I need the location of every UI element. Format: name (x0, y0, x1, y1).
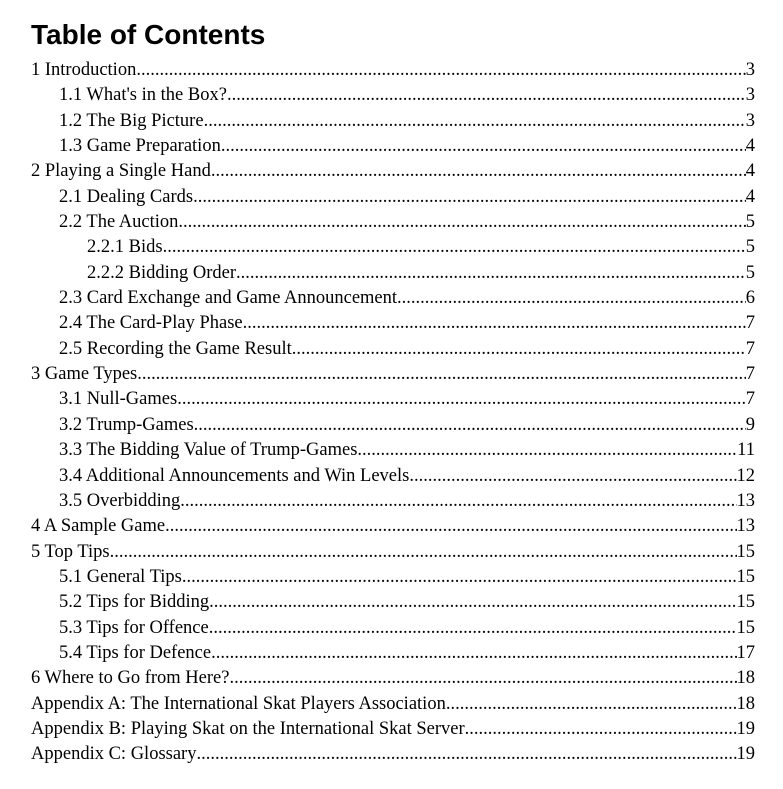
toc-entry-label: 5.2 Tips for Bidding (59, 592, 210, 613)
toc-entry-label: 2.4 The Card-Play Phase (59, 313, 243, 334)
toc-entry[interactable] (31, 237, 755, 262)
toc-dot-leader (196, 744, 736, 765)
toc-dot-leader (357, 440, 737, 461)
toc-entry[interactable] (31, 313, 755, 338)
toc-entry-page-number: 7 (745, 364, 755, 385)
toc-entry-label: Appendix C: Glossary (31, 744, 197, 765)
toc-dot-leader (180, 491, 736, 512)
toc-entry[interactable] (31, 389, 755, 414)
toc-entry-page-number: 9 (745, 414, 755, 435)
toc-entry-page-number: 18 (736, 693, 755, 714)
toc-entry[interactable] (31, 263, 755, 288)
toc-entry-page-number: 17 (736, 642, 755, 663)
toc-dot-leader (204, 111, 746, 132)
toc-entry-label: 3.1 Null-Games (59, 389, 178, 410)
toc-entry-label: 5.1 General Tips (59, 566, 182, 587)
toc-entry[interactable] (31, 85, 755, 110)
toc-entry-page-number: 5 (745, 237, 755, 258)
toc-entry[interactable] (31, 719, 755, 744)
toc-dot-leader (182, 567, 737, 588)
toc-entry-label: 2.3 Card Exchange and Game Announcement (59, 288, 398, 309)
toc-entry[interactable] (31, 618, 755, 643)
toc-dot-leader (193, 187, 746, 208)
toc-entry-page-number: 3 (745, 85, 755, 106)
toc-entry-label: 2.5 Recording the Game Result (59, 338, 292, 359)
toc-entry[interactable] (31, 212, 755, 237)
toc-dot-leader (243, 313, 746, 334)
toc-dot-leader (163, 237, 746, 258)
toc-entry[interactable] (31, 440, 755, 465)
toc-list (31, 60, 755, 770)
toc-entry-label: 3.5 Overbidding (59, 490, 181, 511)
toc-entry-label: Appendix A: The International Skat Players Association (31, 693, 446, 714)
toc-entry-page-number: 7 (745, 338, 755, 359)
toc-entry[interactable] (31, 643, 755, 668)
toc-entry[interactable] (31, 364, 755, 389)
toc-entry-page-number: 13 (736, 490, 755, 511)
toc-entry[interactable] (31, 744, 755, 769)
toc-dot-leader (194, 415, 746, 436)
toc-entry-page-number: 19 (736, 718, 755, 739)
toc-entry-page-number: 7 (745, 313, 755, 334)
toc-entry[interactable] (31, 136, 755, 161)
toc-dot-leader (409, 466, 736, 487)
toc-entry-label: 4 A Sample Game (31, 516, 166, 537)
toc-entry-label: 1.2 The Big Picture (59, 110, 204, 131)
toc-dot-leader (209, 592, 736, 613)
toc-entry-page-number: 12 (736, 465, 755, 486)
toc-dot-leader (236, 263, 746, 284)
toc-dot-leader (397, 288, 746, 309)
toc-entry-label: 3 Game Types (31, 364, 138, 385)
toc-entry-label: 1.3 Game Preparation (59, 136, 221, 157)
toc-entry[interactable] (31, 567, 755, 592)
toc-dot-leader (227, 85, 746, 106)
toc-entry-page-number: 4 (745, 136, 755, 157)
toc-dot-leader (209, 618, 737, 639)
toc-entry-label: 5.3 Tips for Offence (59, 617, 209, 638)
toc-dot-leader (292, 339, 746, 360)
toc-entry-page-number: 4 (745, 161, 755, 182)
toc-dot-leader (446, 694, 737, 715)
toc-entry[interactable] (31, 668, 755, 693)
toc-entry[interactable] (31, 592, 755, 617)
toc-entry-page-number: 18 (736, 668, 755, 689)
toc-entry-page-number: 5 (745, 212, 755, 233)
toc-entry[interactable] (31, 415, 755, 440)
toc-dot-leader (465, 719, 737, 740)
toc-entry-label: 5 Top Tips (31, 541, 110, 562)
toc-page (31, 16, 755, 770)
toc-entry-page-number: 15 (736, 541, 755, 562)
toc-entry[interactable] (31, 339, 755, 364)
toc-entry-label: 2.2.1 Bids (87, 237, 163, 258)
toc-dot-leader (229, 668, 736, 689)
toc-entry[interactable] (31, 111, 755, 136)
toc-dot-leader (177, 389, 746, 410)
toc-entry-label: 2.2 The Auction (59, 212, 179, 233)
toc-entry-label: 1 Introduction (31, 60, 137, 80)
toc-entry-label: 6 Where to Go from Here? (31, 668, 230, 689)
toc-entry-page-number: 5 (745, 262, 755, 283)
toc-entry-label: 2.1 Dealing Cards (59, 186, 194, 207)
toc-entry-page-number: 13 (736, 516, 755, 537)
toc-entry-label: 2.2.2 Bidding Order (87, 262, 237, 283)
toc-dot-leader (211, 643, 736, 664)
toc-entry-label: 3.3 The Bidding Value of Trump-Games (59, 440, 358, 461)
toc-dot-leader (211, 161, 746, 182)
toc-entry-label: Appendix B: Playing Skat on the International Skat Server (31, 718, 465, 739)
toc-entry-label: 3.4 Additional Announcements and Win Levels (59, 465, 410, 486)
toc-entry-page-number: 15 (736, 617, 755, 638)
toc-entry[interactable] (31, 516, 755, 541)
toc-entry[interactable] (31, 491, 755, 516)
toc-entry-page-number: 15 (736, 566, 755, 587)
toc-entry-page-number: 15 (736, 592, 755, 613)
toc-entry[interactable] (31, 288, 755, 313)
toc-entry[interactable] (31, 542, 755, 567)
toc-entry-page-number: 6 (745, 288, 755, 309)
toc-dot-leader (110, 542, 737, 563)
toc-entry-page-number: 11 (737, 440, 755, 461)
toc-entry[interactable] (31, 187, 755, 212)
toc-entry-label: 2 Playing a Single Hand (31, 161, 211, 182)
toc-dot-leader (165, 516, 736, 537)
toc-entry-page-number: 3 (745, 110, 755, 131)
toc-entry-label: 5.4 Tips for Defence (59, 642, 212, 663)
toc-dot-leader (137, 364, 745, 385)
toc-entry-page-number: 3 (745, 60, 755, 80)
toc-entry[interactable] (31, 694, 755, 719)
toc-entry-page-number: 4 (745, 186, 755, 207)
toc-title: Table of Contents (31, 19, 266, 50)
toc-entry-label: 3.2 Trump-Games (59, 414, 194, 435)
toc-entry-label: 1.1 What's in the Box? (59, 85, 227, 106)
toc-dot-leader (178, 212, 745, 233)
toc-dot-leader (221, 136, 746, 157)
toc-entry[interactable] (31, 161, 755, 186)
toc-entry-page-number: 7 (745, 389, 755, 410)
toc-dot-leader (136, 60, 745, 81)
toc-entry[interactable] (31, 60, 755, 85)
toc-entry[interactable] (31, 466, 755, 491)
toc-entry-page-number: 19 (736, 744, 755, 765)
